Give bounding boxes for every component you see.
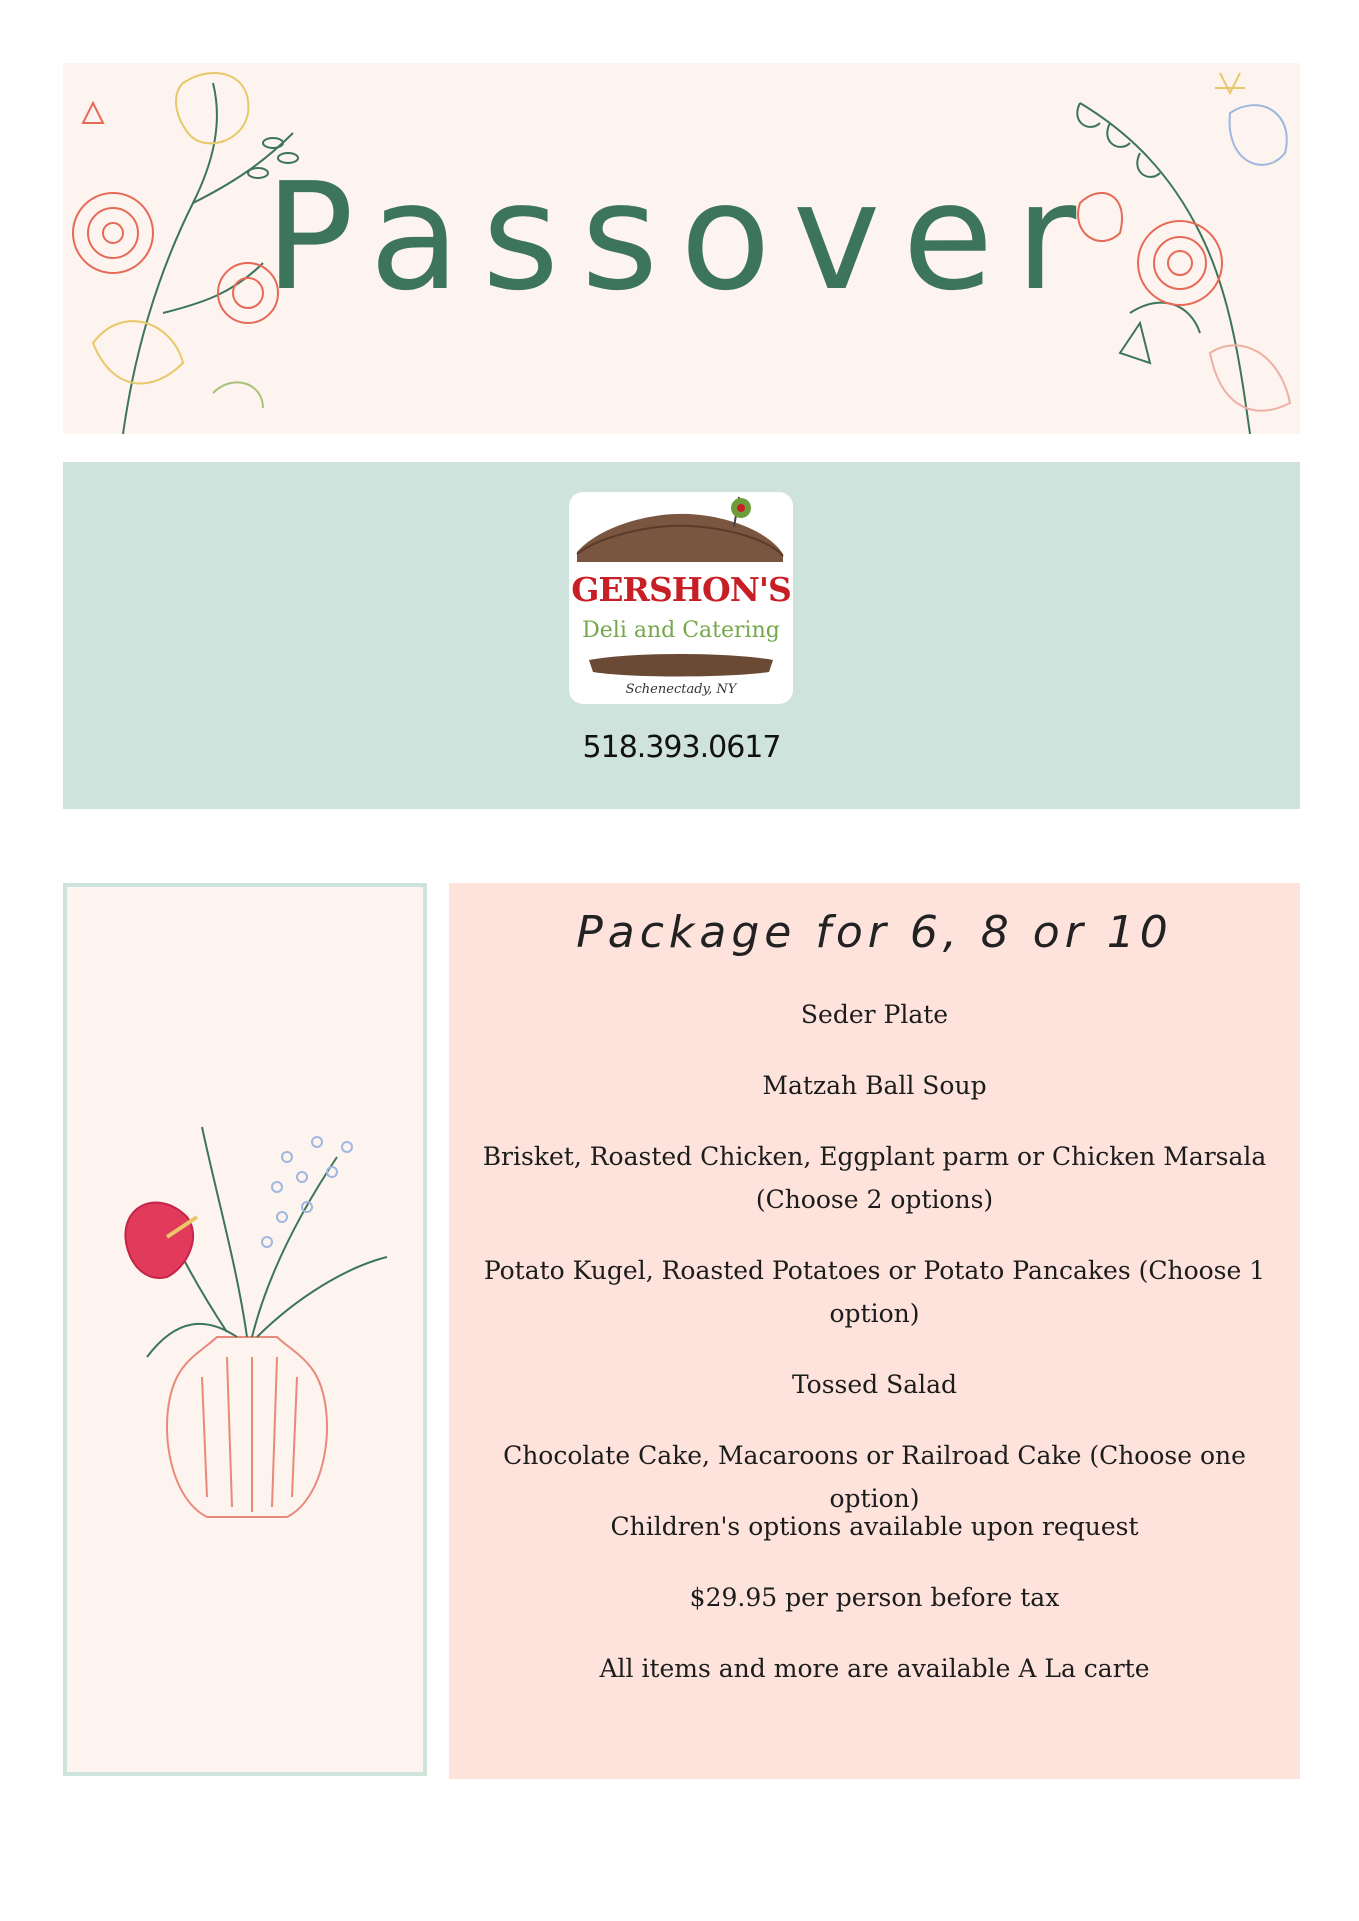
phone-number: 518.393.0617 [582, 730, 781, 765]
logo-location: Schenectady, NY [625, 682, 737, 697]
flower-vase-illustration [107, 1117, 397, 1537]
menu-item: Children's options available upon request [610, 1512, 1139, 1541]
floral-right-illustration [1040, 63, 1300, 434]
decorative-side-card [63, 883, 427, 1776]
menu-item: Seder Plate [800, 1000, 949, 1029]
menu-item: Matzah Ball Soup [762, 1071, 987, 1100]
menu-item: Tossed Salad [791, 1370, 958, 1399]
header-banner [63, 63, 1300, 434]
menu-item: Potato Kugel, Roasted Potatoes or Potato Pancakes (Choose 1 option) [483, 1256, 1266, 1328]
menu-title: Package for 6, 8 or 10 [576, 907, 1173, 958]
logo-subtitle: Deli and Catering [582, 618, 780, 643]
page-title: Passover [264, 151, 1099, 323]
contact-section [63, 462, 1300, 809]
company-logo [569, 492, 793, 704]
menu-item: All items and more are available A La carte [599, 1654, 1150, 1683]
menu-item: Brisket, Roasted Chicken, Eggplant parm or Chicken Marsala (Choose 2 options) [482, 1142, 1267, 1214]
menu-item: Chocolate Cake, Macaroons or Railroad Cake (Choose one option) [503, 1441, 1246, 1513]
menu-item: $29.95 per person before tax [689, 1583, 1060, 1612]
logo-brand-name: GERSHON'S [571, 570, 791, 609]
menu-card [449, 883, 1300, 1779]
